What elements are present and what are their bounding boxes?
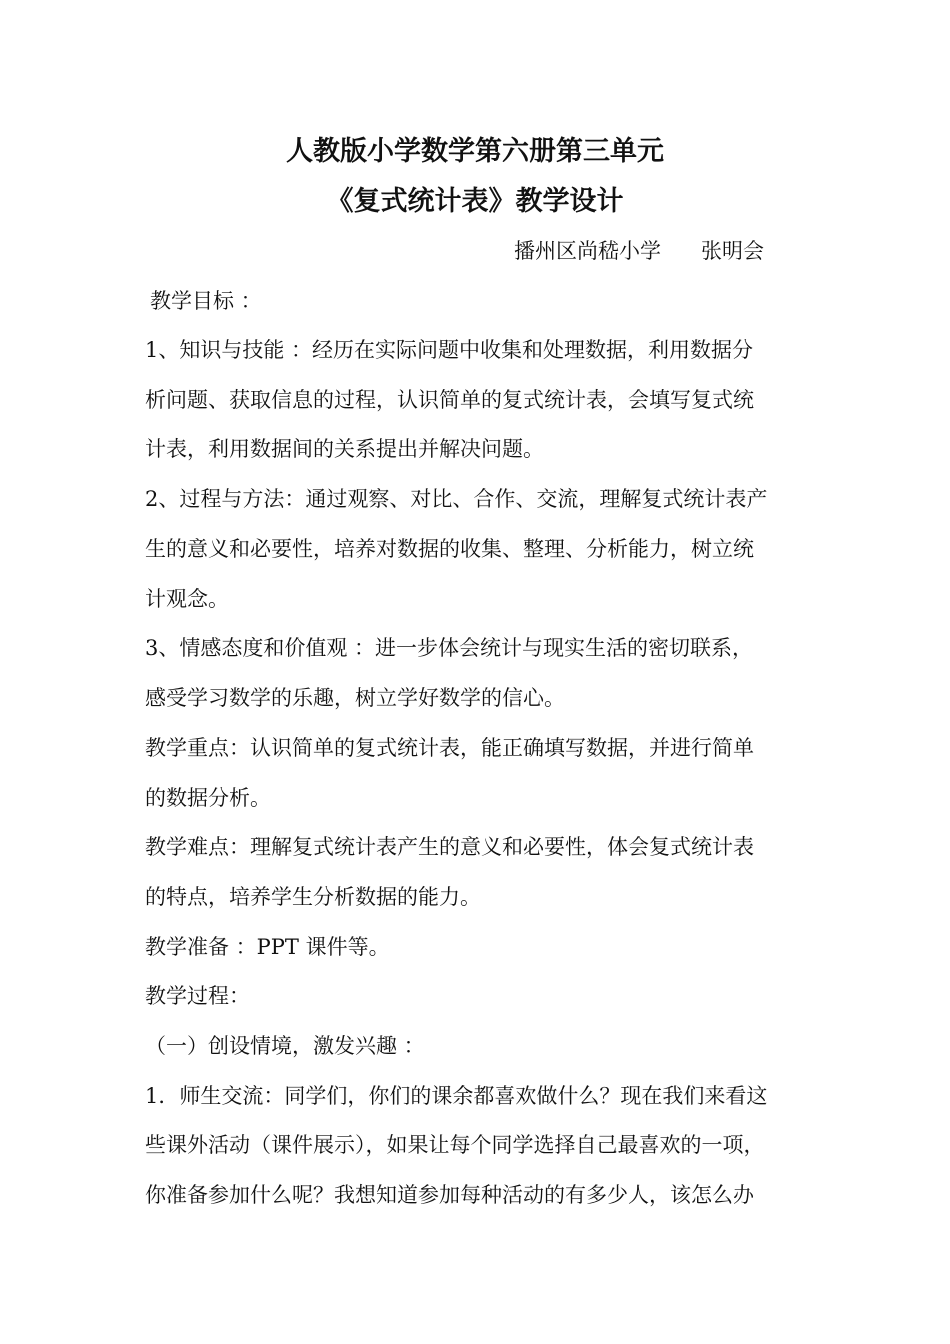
section-heading-objectives: 教学目标 ： <box>150 289 262 313</box>
document-title-line-1: 人教版小学数学第六册第三单元 <box>286 136 664 167</box>
paragraph-line: 教学过程： <box>145 984 250 1008</box>
paragraph-line: 1、知识与技能 ：经历在实际问题中收集和处理数据，利用数据分 <box>145 338 754 362</box>
paragraph-line: 3、情感态度和价值观 ：进一步体会统计与现实生活的密切联系， <box>145 636 754 660</box>
paragraph-line: 生的意义和必要性，培养对数据的收集、整理、分析能力，树立统 <box>145 537 754 561</box>
paragraph-line: （一）创设情境，激发兴趣 ： <box>145 1034 425 1058</box>
paragraph-line: 2、过程与方法：通过观察、对比、合作、交流，理解复式统计表产 <box>145 487 768 511</box>
author-line: 播州区尚嵇小学 张明会 <box>514 239 765 263</box>
paragraph-line: 些课外活动（课件展示），如果让每个同学选择自己最喜欢的一项， <box>145 1133 765 1157</box>
paragraph-line: 的数据分析。 <box>145 786 271 810</box>
paragraph-line: 的特点，培养学生分析数据的能力。 <box>145 885 481 909</box>
paragraph-line: 教学难点：理解复式统计表产生的意义和必要性，体会复式统计表 <box>145 835 754 859</box>
paragraph-line: 教学重点：认识简单的复式统计表，能正确填写数据，并进行简单 <box>145 736 754 760</box>
paragraph-line: 计表，利用数据间的关系提出并解决问题。 <box>145 437 544 461</box>
paragraph-line: 计观念。 <box>145 587 229 611</box>
paragraph-line: 析问题、获取信息的过程，认识简单的复式统计表，会填写复式统 <box>145 388 754 412</box>
paragraph-line: 教学准备 ：PPT 课件等。 <box>145 935 390 959</box>
document-title-line-2: 《复式统计表》教学设计 <box>326 186 624 217</box>
paragraph-line: 你准备参加什么呢？我想知道参加每种活动的有多少人，该怎么办 <box>145 1183 754 1207</box>
paragraph-line: 感受学习数学的乐趣，树立学好数学的信心。 <box>145 686 565 710</box>
paragraph-line: 1．师生交流：同学们，你们的课余都喜欢做什么？现在我们来看这 <box>145 1084 768 1108</box>
